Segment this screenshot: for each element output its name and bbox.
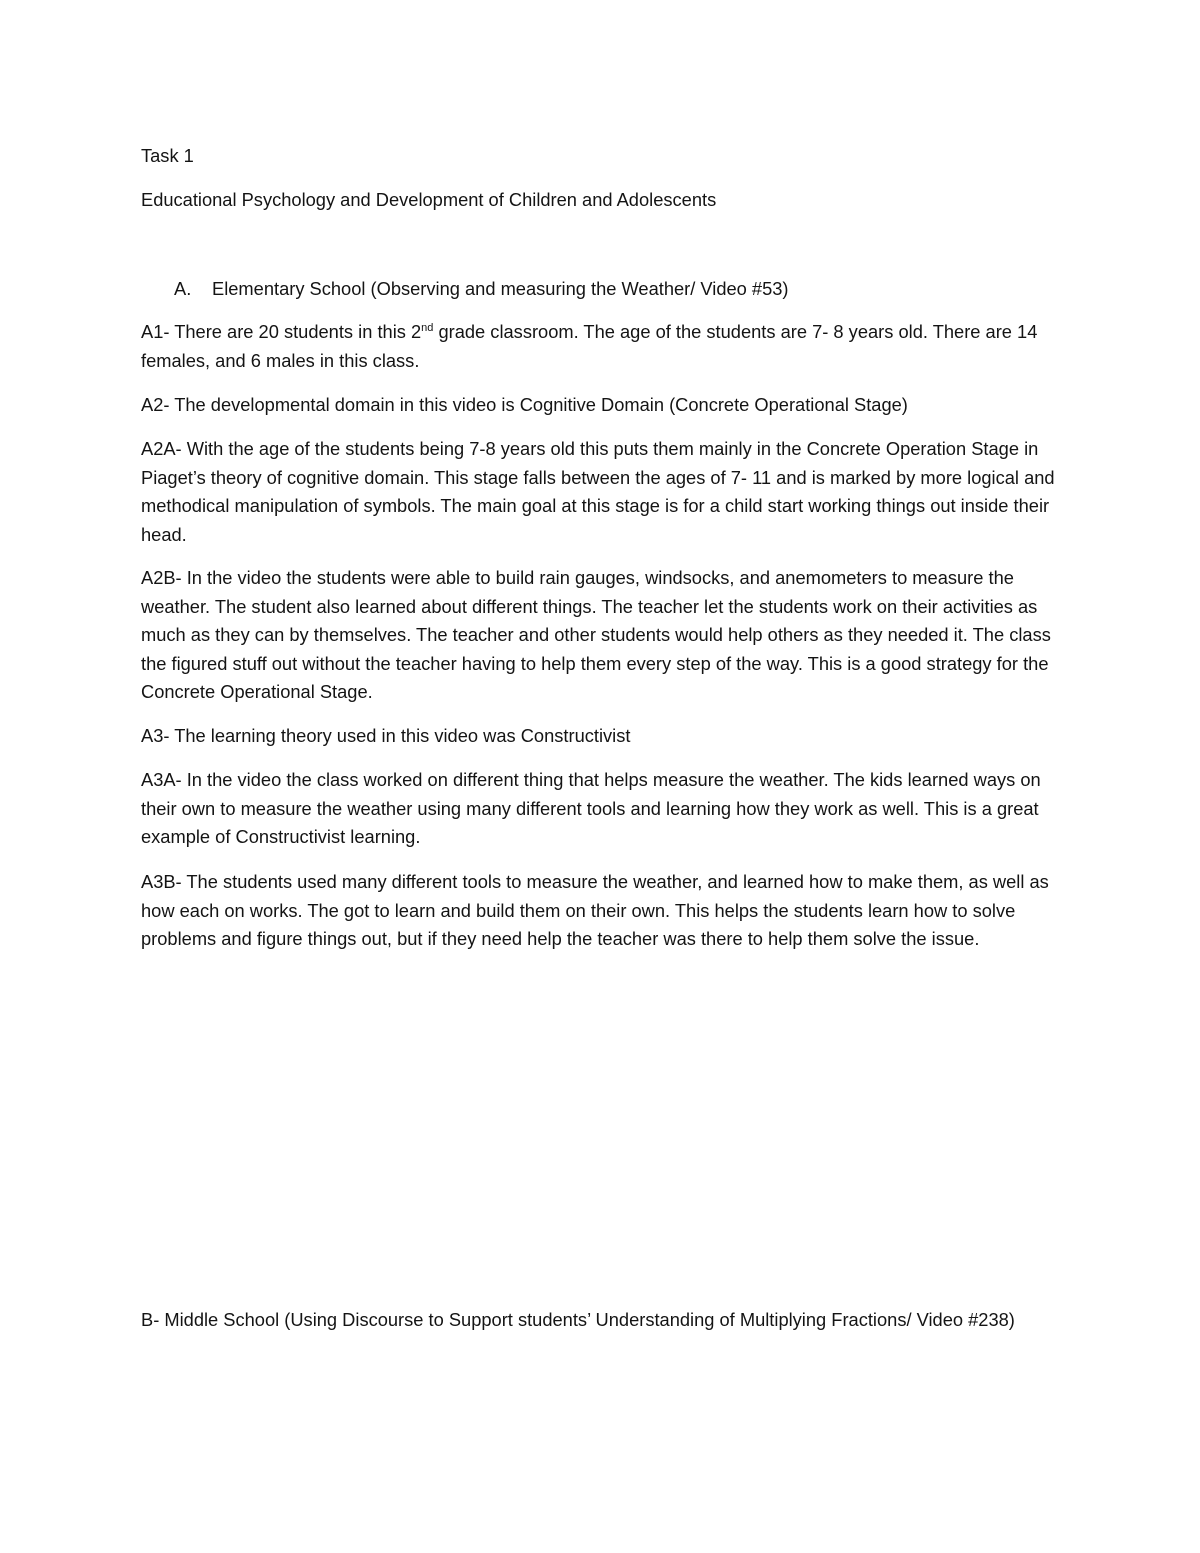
paragraph-a3: A3- The learning theory used in this video was Constructivist	[141, 725, 631, 746]
section-a-heading: Elementary School (Observing and measuring the Weather/ Video #53)	[212, 278, 789, 299]
paragraph-a3b: A3B- The students used many different tools to measure the weather, and learned how to make them, as well as how each on works. The got to learn and build them on their own. This helps the students learn how to solve problems and figure things out, but if they need help the teacher was there to help them solve the issue.	[141, 871, 1049, 949]
task-label: Task 1	[141, 145, 194, 166]
course-title: Educational Psychology and Development of Children and Adolescents	[141, 189, 717, 210]
a1-text-end: grade classroom. The age of the students are 7- 8 years old. There are 14 females, and 6 males in this class.	[141, 321, 1038, 371]
paragraph-a2b: A2B- In the video the students were able to build rain gauges, windsocks, and anemometers to measure the weather. The student also learned about different things. The teacher let the students work on their activities as much as they can by themselves. The teacher and other students would help others as they needed it. The class the figured stuff out without the teacher having to help them every step of the way. This is a good strategy for the Concrete Operational Stage.	[141, 567, 1051, 702]
paragraph-a1	[141, 318, 1071, 375]
a1-text-start: A1- There are 20 students in this 2	[141, 321, 422, 342]
paragraph-a2a: A2A- With the age of the students being 7-8 years old this puts them mainly in the Concrete Operation Stage in Piaget’s theory of cognitive domain. This stage falls between the ages of 7- 11 and is marked by more logical and methodical manipulation of symbols. The main goal at this stage is for a child start working things out inside their head.	[141, 438, 1055, 545]
a1-superscript: nd	[421, 321, 434, 334]
section-a-marker: A.	[174, 278, 192, 299]
paragraph-a2: A2- The developmental domain in this video is Cognitive Domain (Concrete Operational Stage)	[141, 394, 908, 415]
paragraph-a3a: A3A- In the video the class worked on different thing that helps measure the weather. The kids learned ways on their own to measure the weather using many different tools and learning how they work as well. This is a great example of Constructivist learning.	[141, 769, 1041, 847]
section-b-heading: B- Middle School (Using Discourse to Support students’ Understanding of Multiplying Fractions/ Video #238)	[141, 1309, 1015, 1330]
